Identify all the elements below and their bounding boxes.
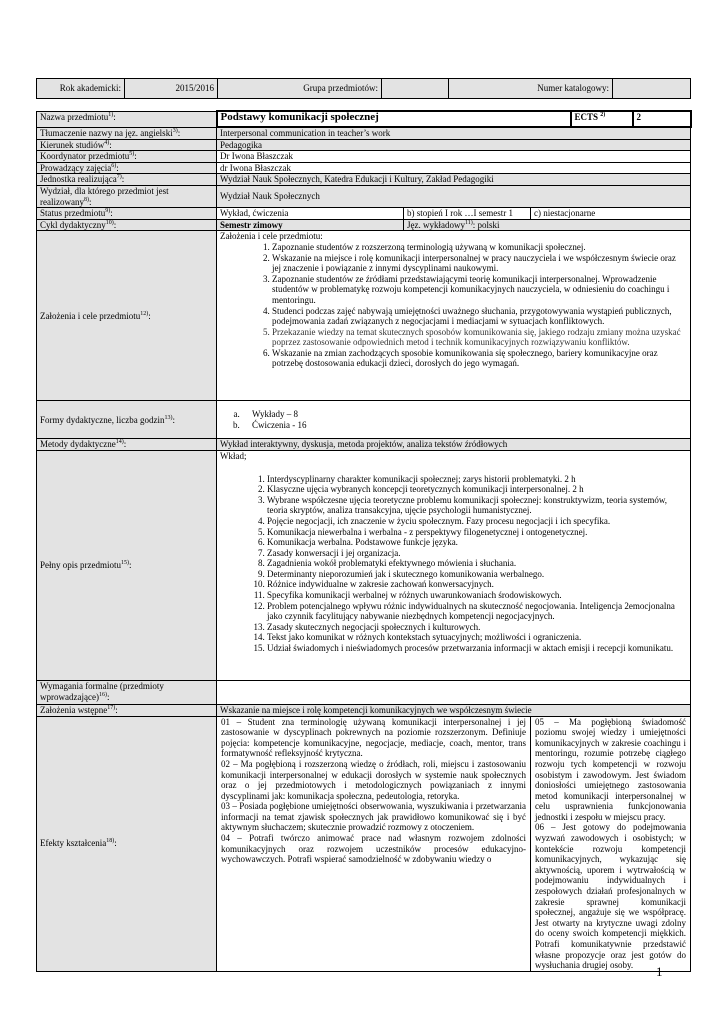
description-item: 9. Determinanty nieporozumień jak i skutecznego komunikowania werbalnego. <box>267 569 687 580</box>
faculty-label: Wydział, dla którego przedmiot jest realizowany <box>40 185 169 207</box>
course-group-label: Grupa przedmiotów: <box>218 79 382 99</box>
forms-label: Formy dydaktyczne, liczba godzin <box>40 414 165 425</box>
description-label: Pełny opis przedmiotu <box>40 560 121 571</box>
unit-row: Jednostka realizująca$^{7)}$: Wydział Nauk Społecznych, Katedra Edukacji i Kultury, Zakład Pedagogiki <box>37 174 691 186</box>
requirements-value <box>217 680 691 704</box>
course-name-value: Podstawy komunikacji społecznej <box>217 111 571 127</box>
methods-sup: 14) <box>115 439 124 446</box>
requirements-sup: 16) <box>98 691 107 698</box>
description-item: 6. Komunikacja werbalna. Podstawowe funkcje języka. <box>267 537 687 548</box>
methods-label: Metody dydaktyczne <box>40 439 116 450</box>
field-label: Kierunek studiów <box>40 139 105 150</box>
forms-item: a. Wykłady – 8 <box>242 409 687 420</box>
goals-sup: 12) <box>140 310 149 317</box>
prerequisites-label: Założenia wstępne <box>40 704 108 715</box>
goals-label: Założenia i cele przedmiotu <box>40 310 141 321</box>
coordinator-row: Koordynator przedmiotu$^{5)}$: Dr Iwona Błaszczak <box>37 151 691 163</box>
coordinator-value: Dr Iwona Błaszczak <box>217 151 691 163</box>
faculty-value: Wydział Nauk Społecznych <box>217 185 691 207</box>
description-item: 5. Komunikacja niewerbalna i werbalna - z perspektywy filogenetycznej i ontogenetycznej. <box>267 527 687 538</box>
description-row: Pełny opis przedmiotu$^{15)}$: Wkład; 1. Interdyscyplinarny charakter komunikacji społecznej; zarys historii problematyki. 2 h 2. Klasyczne ujęcia wybranych koncepcji teoretycznych komunikacji interpersonalnej. 2 h 3. Wybrane współczesne ujęcia teoretyczne problemu komunikacji społecznej: konstruktywizm, teoria systemów, teoria skryptów, analiza transakcyjna, ujęcie psychologii humanistycznej. 4. Pojęcie negocjacji, ich znaczenie w życiu społecznym. Fazy procesu negocjacji i ich specyfika. 5. Komunikacja niewerbalna i werbalna - z perspektywy filogenetycznej i ontogenetycznej. 6. Komunikacja werbalna. Podstawowe funkcje języka. 7. Zasady konwersacji i jej organizacja. 8. Zagadnienia wokół problematyki efektywnego mówienia i słuchania. 9. Determinanty nieporozumień jak i skutecznego komunikowania werbalnego. 10. Różnice indywidualne w zakresie zachowań konwersacyjnych. 11. Specyfika komunikacji werbalnej w różnych uwarunkowaniach środowiskowych. 12. Problem potencjalnego wpływu różnic indywidualnych na skuteczność negocjowania. Inteligencja 2emocjonalna jako czynnik facylitujący nabywanie niezbędnych kompetencji negocjacyjnych. 13. Zasady skutecznych negocjacji społecznych i kulturowych. 14. Tekst jako komunikat w różnych kontekstach sytuacyjnych; możliwości i ograniczenia. 15. Udział świadomych i nieświadomych procesów przetwarzania informacji w aktach emisji i recepcji komunikatu. <box>37 450 691 680</box>
goals-item: 4. Studenci podczas zajęć nabywają umiejętności uważnego słuchania, przygotowywania wystąpień publicznych, podejmowania zadań związanych z negocjacjami i mediacjami w sytuacjach konfliktowych. <box>272 306 687 327</box>
header-table <box>36 78 691 99</box>
cycle-row: Cykl dydaktyczny$^{10)}$: Semestr zimowy Jęz. wykładowy$^{11)}$: polski <box>37 219 691 231</box>
outcome-03: 03 – Posiada pogłębione umiejętności obserwowania, wyszukiwania i przetwarzania informacji na temat zjawisk społecznych jak prawidłowo komunikować się i być aktywnym słuchaczem; skutecznie prowadzić rozmowy z otoczeniem. <box>221 801 526 833</box>
description-item: 11. Specyfika komunikacji werbalnej w różnych uwarunkowaniach środowiskowych. <box>267 590 687 601</box>
description-item: 14. Tekst jako komunikat w różnych kontekstach sytuacyjnych; możliwości i ograniczenia. <box>267 632 687 643</box>
page-number: 1 <box>656 964 663 979</box>
status-value-c: c) niestacjonarne <box>531 208 691 220</box>
language-label: Jęz. wykładowy <box>407 219 465 230</box>
status-label: Status przedmiotu <box>40 208 106 219</box>
outcome-04: 04 – Potrafi twórczo animować prace nad własnym rozwojem zdolności komunikacyjnych oraz rozwojem uczestników procesów edukacyjno-wychowawczych. Potrafi wspierać samodzielność w zdobywaniu wiedzy o <box>221 833 526 865</box>
ects-value: 2 <box>633 111 691 127</box>
requirements-label: Wymagania formalne (przedmioty wprowadzające) <box>40 680 164 702</box>
course-name-row: Nazwa przedmiotu$^{1)}$: Podstawy komunikacji społecznej ECTS $^{2)}$ 2 <box>37 111 691 127</box>
goals-item: 1. Zapoznanie studentów z rozszerzoną terminologią używaną w komunikacji społecznej. <box>272 242 687 253</box>
outcome-06: 06 – Jest gotowy do podejmowania wyzwań zawodowych i osobistych; w kontekście rozwoju kompetencji komunikacyjnych, wykazując się aktywnością, uporem i wytrwałością w podejmowaniu indywidualnych i zespołowych działań profesjonalnych w zakresie sprawnej komunikacji społecznej, angażuje się we współpracę. Jest otwarty na krytyczne uwagi zdolny do oceny swoich kompetencji miękkich. Potrafi komunikatywnie przedstawić własne propozycje oraz jest gotów do wysłuchania drugiej osoby. <box>535 822 687 971</box>
faculty-sup: 8) <box>83 196 89 203</box>
language-value: : polski <box>472 219 500 230</box>
forms-list <box>220 409 687 430</box>
coordinator-label: Koordynator przedmiotu <box>40 151 130 162</box>
coordinator-sup: 5) <box>129 151 135 158</box>
description-item: 4. Pojęcie negocjacji, ich znaczenie w życiu społecznym. Fazy procesu negocjacji i ich specyfika. <box>267 516 687 527</box>
outcome-01: 01 – Student zna terminologię używaną komunikacji interpersonalnej i jej zastosowanie w dyscyplinach pokrewnych na poziomie rozszerzonym. Definiuje pojęcia: kompetencje komunikacyjne, negocjacje, mediacje, coach, mentor, trans formatywność refleksyjność krytyczna. <box>221 716 526 759</box>
teacher-sup: 6) <box>111 162 117 169</box>
description-item: 7. Zasady konwersacji i jej organizacja. <box>267 548 687 559</box>
field-row: Kierunek studiów$^{4)}$: Pedagogika <box>37 139 691 151</box>
outcomes-label: Efekty kształcenia <box>40 838 107 849</box>
description-list <box>220 474 687 654</box>
description-item: 10. Różnice indywidualne w zakresie zachowań konwersacyjnych. <box>267 579 687 590</box>
description-item: 12. Problem potencjalnego wpływu różnic indywidualnych na skuteczność negocjowania. Inteligencja 2emocjonalna jako czynnik facylitujący nabywanie niezbędnych kompetencji negocjacyjnych. <box>267 601 687 622</box>
goals-intro: Założenia i cele przedmiotu: <box>220 231 323 242</box>
description-item: 3. Wybrane współczesne ujęcia teoretyczne problemu komunikacji społecznej: konstruktywizm, teoria systemów, teoria skryptów, analiza transakcyjna, ujęcie psychologii humanistycznej. <box>267 495 687 516</box>
description-sup: 15) <box>121 560 129 567</box>
translation-row: Tłumaczenie nazwy na jęz. angielski$^{3)}$: Interpersonal communication in teacher’s work <box>37 127 691 139</box>
cycle-value: Semestr zimowy <box>217 219 404 231</box>
unit-value: Wydział Nauk Społecznych, Katedra Edukacji i Kultury, Zakład Pedagogiki <box>217 174 691 186</box>
prerequisites-sup: 17) <box>107 704 116 711</box>
teacher-label: Prowadzący zajęcia <box>40 162 112 173</box>
forms-sup: 13) <box>164 414 173 421</box>
description-item: 8. Zagadnienia wokół problematyki efektywnego mówienia i słuchania. <box>267 558 687 569</box>
translation-label: Tłumaczenie nazwy na jęz. angielski <box>40 127 173 138</box>
unit-sup: 7) <box>116 174 122 181</box>
course-name-sup: 1) <box>108 111 114 118</box>
description-item: 2. Klasyczne ujęcia wybranych koncepcji teoretycznych komunikacji interpersonalnej. 2 h <box>267 484 687 495</box>
unit-label: Jednostka realizująca <box>40 174 117 185</box>
goals-list <box>220 242 687 369</box>
ects-label: ECTS <box>574 112 599 122</box>
outcome-05: 05 – Ma pogłębioną świadomość poziomu swojej wiedzy i umiejętności komunikacyjnych w zakresie coachingu i mentoringu, rozumie potrzebę ciągłego rozwoju tych kompetencji w rozwoju osobistym i zawodowym. Jest świadom doniosłości umiejętnego zastosowania metod komunikacji interpersonalnej w celu usprawnienia funkcjonowania jednostki i zespołu w miejscu pracy. <box>535 716 687 822</box>
outcome-02: 02 – Ma pogłębioną i rozszerzoną wiedzę o źródłach, roli, miejscu i zastosowaniu komunikacji interpersonalnej w edukacji dorosłych w systemie nauk społecznych oraz o jej przedmiotowych i metodologicznych powiązaniach z innymi dyscyplinami jak: komunikacja społeczna, pedeutologia, retoryka. <box>221 758 526 801</box>
course-name-label: Nazwa przedmiotu <box>40 111 109 122</box>
field-sup: 4) <box>104 139 110 146</box>
methods-value: Wykład interaktywny, dyskusja, metoda projektów, analiza tekstów źródłowych <box>217 439 691 451</box>
prerequisites-row: Założenia wstępne$^{17)}$: Wskazanie na miejsce i rolę kompetencji komunikacyjnych we współczesnym świecie <box>37 704 691 716</box>
prerequisites-value: Wskazanie na miejsce i rolę kompetencji komunikacyjnych we współczesnym świecie <box>217 704 691 716</box>
academic-year-label: Rok akademicki: <box>37 79 125 99</box>
goals-item: 6. Wskazanie na zmian zachodzących sposobie komunikowania się społecznego, bariery komunikacyjne oraz potrzebę dostosowania edukacji dzieci, dorosłych do jego wymagań. <box>272 348 687 369</box>
faculty-row: Wydział, dla którego przedmiot jest realizowany$^{8)}$: Wydział Nauk Społecznych <box>37 185 691 207</box>
status-sup: 9) <box>105 208 111 215</box>
goals-item: 3. Zapoznanie studentów ze źródłami przedstawiającymi teorię komunikacji interpersonalnej. Wprowadzenie studentów w problematykę rozwoju kompetencji komunikacyjnych nauczyciela, w odniesieniu do coachingu i mentoringu. <box>272 274 687 306</box>
teacher-row: Prowadzący zajęcia$^{6)}$: dr Iwona Błaszczak <box>37 162 691 174</box>
course-group-value <box>382 79 449 99</box>
status-value-b: b) stopień I rok …I semestr 1 <box>404 208 531 220</box>
description-item: 13. Zasady skutecznych negocjacji społecznych i kulturowych. <box>267 622 687 633</box>
goals-item: 5. Przekazanie wiedzy na temat skutecznych sposobów komunikowania się, jakiego rodzaju zmiany można uzyskać poprzez zastosowanie odpowiednich metod i technik komunikacyjnych rozwiązywaniu konfliktów. <box>272 327 687 348</box>
status-row: Status przedmiotu$^{9)}$: Wykład, ćwiczenia b) stopień I rok …I semestr 1 c) niestacjonarne <box>37 208 691 220</box>
field-value: Pedagogika <box>217 139 691 151</box>
translation-value: Interpersonal communication in teacher’s work <box>217 127 691 139</box>
description-intro: Wkład; <box>220 450 247 461</box>
ects-sup: 2) <box>600 112 606 118</box>
syllabus-table <box>36 110 692 972</box>
cycle-sup: 10) <box>105 219 114 226</box>
academic-year-value: 2015/2016 <box>125 79 218 99</box>
language-sup: 11) <box>465 219 473 226</box>
forms-item: b. Ćwiczenia - 16 <box>242 420 687 431</box>
teacher-value: dr Iwona Błaszczak <box>217 162 691 174</box>
requirements-row: Wymagania formalne (przedmioty wprowadzające)$^{16)}$: <box>37 680 691 704</box>
outcomes-row: Efekty kształcenia$^{18)}$: 01 – Student zna terminologię używaną komunikacji interpersonalnej i jej zastosowanie w dyscyplinach pokrewnych na poziomie rozszerzonym. Definiuje pojęcia: kompetencje komunikacyjne, negocjacje, mediacje, coach, mentor, trans formatywność refleksyjność krytyczna. 02 – Ma pogłębioną i rozszerzoną wiedzę o źródłach, roli, miejscu i zastosowaniu komunikacji interpersonalnej w edukacji dorosłych w systemie nauk społecznych oraz o jej przedmiotowych i metodologicznych powiązaniach z innymi dyscyplinami jak: komunikacja społeczna, pedeutologia, retoryka. 03 – Posiada pogłębione umiejętności obserwowania, wyszukiwania i przetwarzania informacji na temat zjawisk społecznych jak prawidłowo komunikować się i być aktywnym słuchaczem; skutecznie prowadzić rozmowy z otoczeniem. 04 – Potrafi twórczo animować prace nad własnym rozwojem zdolności komunikacyjnych oraz rozwojem uczestników procesów edukacyjno-wychowawczych. Potrafi wspierać samodzielność w zdobywaniu wiedzy o 05 – Ma pogłębioną świadomość poziomu swojej wiedzy i umiejętności komunikacyjnych w zakresie coachingu i mentoringu, rozumie potrzebę ciągłego rozwoju tych kompetencji w rozwoju osobistym i zawodowym. Jest świadom doniosłości umiejętnego zastosowania metod komunikacji interpersonalnej w celu usprawnienia funkcjonowania jednostki i zespołu w miejscu pracy. 06 – Jest gotowy do podejmowania wyzwań zawodowych i osobistych; w kontekście rozwoju kompetencji komunikacyjnych, wykazując się aktywnością, uporem i wytrwałością w podejmowaniu indywidualnych i zespołowych działań profesjonalnych w zakresie sprawnej komunikacji społecznej, angażuje się we współpracę. Jest otwarty na krytyczne uwagi zdolny do oceny swoich kompetencji miękkich. Potrafi komunikatywnie przedstawić własne propozycje oraz jest gotów do wysłuchania drugiej osoby. <box>37 716 691 971</box>
catalog-number-value <box>613 79 691 99</box>
outcomes-sup: 18) <box>106 838 115 845</box>
forms-row: Formy dydaktyczne, liczba godzin$^{13)}$: a. Wykłady – 8 b. Ćwiczenia - 16 <box>37 401 691 439</box>
translation-sup: 3) <box>172 127 178 134</box>
cycle-label: Cykl dydaktyczny <box>40 219 106 230</box>
catalog-number-label: Numer katalogowy: <box>449 79 613 99</box>
status-value-a: Wykład, ćwiczenia <box>217 208 404 220</box>
methods-row: Metody dydaktyczne$^{14)}$: Wykład interaktywny, dyskusja, metoda projektów, analiza tekstów źródłowych <box>37 439 691 451</box>
description-item: 1. Interdyscyplinarny charakter komunikacji społecznej; zarys historii problematyki. 2 h <box>267 474 687 485</box>
description-item: 15. Udział świadomych i nieświadomych procesów przetwarzania informacji w aktach emisji i recepcji komunikatu. <box>267 643 687 654</box>
goals-item: 2. Wskazanie na miejsce i rolę komunikacji interpersonalnej w pracy nauczyciela i we współczesnym świecie oraz jej znaczenie i powiązanie z innymi dyscyplinami naukowymi. <box>272 253 687 274</box>
goals-row: Założenia i cele przedmiotu$^{12)}$: Założenia i cele przedmiotu: 1. Zapoznanie studentów z rozszerzoną terminologią używaną w komunikacji społecznej. 2. Wskazanie na miejsce i rolę komunikacji interpersonalnej w pracy nauczyciela i we współczesnym świecie oraz jej znaczenie i powiązanie z innymi dyscyplinami naukowymi. 3. Zapoznanie studentów ze źródłami przedstawiającymi teorię komunikacji interpersonalnej. Wprowadzenie studentów w problematykę rozwoju kompetencji komunikacyjnych nauczyciela, w odniesieniu do coachingu i mentoringu. 4. Studenci podczas zajęć nabywają umiejętności uważnego słuchania, przygotowywania wystąpień publicznych, podejmowania zadań związanych z negocjacjami i mediacjami w sytuacjach konfliktowych. 5. Przekazanie wiedzy na temat skutecznych sposobów komunikowania się, jakiego rodzaju zmiany można uzyskać poprzez zastosowanie odpowiednich metod i technik komunikacyjnych rozwiązywaniu konfliktów. 6. Wskazanie na zmian zachodzących sposobie komunikowania się społecznego, bariery komunikacyjne oraz potrzebę dostosowania edukacji dzieci, dorosłych do jego wymagań. <box>37 231 691 401</box>
